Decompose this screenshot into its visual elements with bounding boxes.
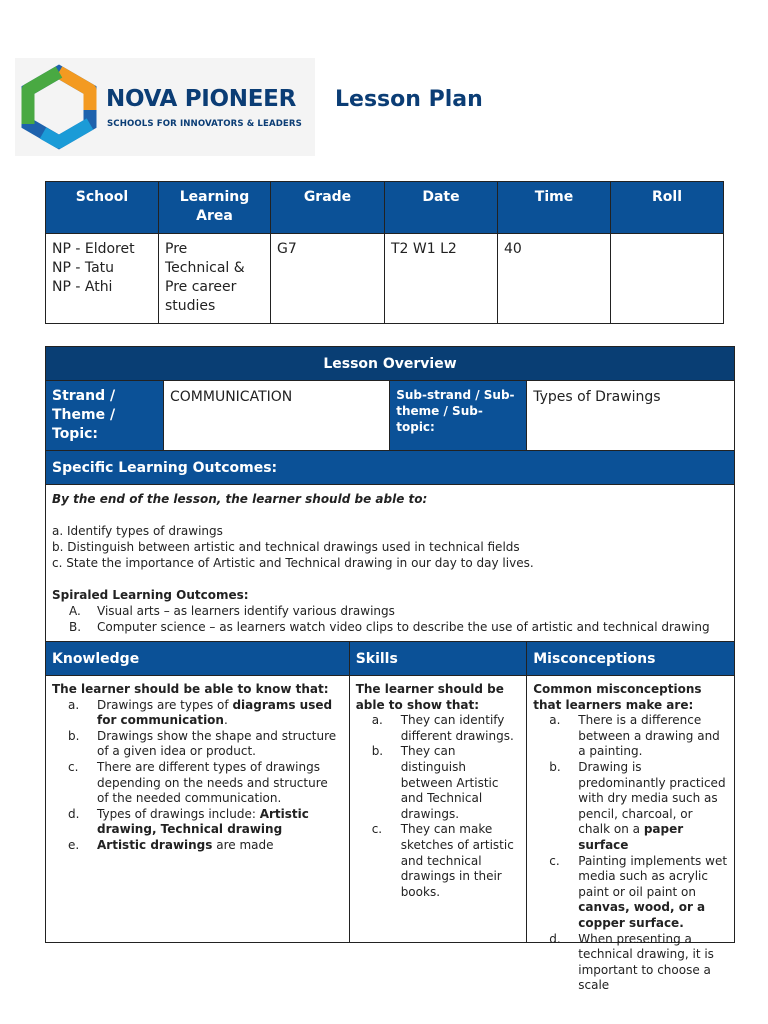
learning-area-line: Technical & [165, 260, 245, 276]
skills-column [349, 676, 527, 943]
knowledge-list [52, 698, 343, 854]
plain-text: There are different types of drawings depending on the needs and structure of the needed communication. [97, 759, 328, 806]
skills-list [356, 713, 521, 900]
list-marker: A. [69, 604, 81, 618]
list-marker: b. [549, 759, 561, 774]
list-marker: c. [549, 853, 560, 868]
header-time: Time [498, 182, 611, 234]
list-item-text [401, 822, 521, 900]
emphasis-text: paper surface [578, 822, 684, 852]
plain-text: Types of drawings include: [97, 806, 260, 821]
lesson-info-table [45, 181, 724, 324]
emphasis-text: Artistic drawings [97, 837, 213, 852]
slo-item: a. Identify types of drawings [52, 524, 223, 538]
strand-value: COMMUNICATION [164, 381, 390, 451]
header-grade: Grade [271, 182, 385, 234]
header-date: Date [385, 182, 498, 234]
misconceptions-column [527, 676, 735, 993]
lesson-overview-heading: Lesson Overview [46, 347, 735, 381]
misconceptions-heading: Misconceptions [527, 642, 735, 676]
plain-text: Drawings are types of [97, 697, 233, 712]
learning-area-line: Pre [165, 241, 188, 257]
knowledge-column [46, 676, 350, 943]
spiraled-heading: Spiraled Learning Outcomes: [52, 588, 249, 602]
roll-cell [611, 234, 724, 324]
time-cell: 40 [498, 234, 611, 324]
nova-pioneer-logo-icon [19, 66, 99, 148]
plain-text: They can distinguish between Artistic and Technical drawings. [400, 744, 499, 821]
spiraled-item [69, 619, 728, 635]
list-item [68, 698, 343, 729]
list-marker: a. [68, 697, 80, 712]
list-marker: b. [371, 744, 384, 759]
list-item-text [97, 698, 343, 729]
list-item [68, 807, 343, 838]
list-item-text [578, 932, 728, 994]
substrand-label [390, 381, 527, 451]
plain-text: They can make sketches of artistic and technical drawings in their books. [400, 822, 514, 899]
list-item-text [401, 713, 521, 744]
info-value-row [46, 234, 724, 324]
skills-lead: The learner should be able to show that: [355, 682, 504, 712]
slo-body [46, 485, 735, 642]
list-marker: e. [68, 837, 80, 852]
list-marker: b. [68, 728, 80, 743]
list-marker: d. [549, 931, 561, 946]
plain-text: They can identify different drawings. [400, 713, 514, 743]
plain-text: . [223, 713, 228, 728]
slo-intro: By the end of the lesson, the learner should be able to: [52, 492, 428, 506]
list-item [549, 854, 728, 932]
plain-text: Drawings show the shape and structure of a given idea or product. [97, 728, 337, 759]
info-header-row [46, 182, 724, 234]
list-marker: B. [69, 620, 82, 634]
substrand-value: Types of Drawings [527, 381, 735, 451]
header-learning-area: Learning Area [159, 182, 271, 234]
plain-text: Painting implements wet media such as acrylic paint or oil paint on [578, 853, 728, 899]
list-item-text [97, 838, 274, 854]
date-cell: T2 W1 L2 [385, 234, 498, 324]
list-marker: a. [549, 713, 561, 728]
list-item [68, 760, 343, 807]
list-item [549, 713, 728, 760]
list-item-text [97, 760, 343, 807]
list-item-text [578, 854, 728, 932]
skills-heading: Skills [349, 642, 527, 676]
list-item [372, 713, 521, 744]
slo-item: c. State the importance of Artistic and Technical drawing in our day to day lives. [52, 556, 534, 570]
list-item [372, 822, 521, 900]
list-item [549, 760, 728, 854]
substrand-label-line: theme / Sub-topic: [396, 404, 483, 434]
slo-heading: Specific Learning Outcomes: [46, 451, 735, 485]
list-marker: c. [68, 759, 79, 774]
grade-cell: G7 [271, 234, 385, 324]
plain-text: are made [212, 837, 274, 852]
learning-area-cell [159, 234, 271, 324]
emphasis-text: canvas, wood, or a copper surface. [578, 900, 706, 930]
knowledge-heading: Knowledge [46, 642, 350, 676]
strand-label-line: Theme / [52, 407, 116, 423]
header-roll: Roll [611, 182, 724, 234]
list-item-text [401, 744, 521, 822]
plain-text: Drawing is predominantly practiced with dry media such as pencil, charcoal, or chalk on a [578, 759, 726, 837]
list-marker: d. [68, 806, 80, 821]
lesson-overview-table [45, 346, 735, 993]
school-line: NP - Athi [52, 279, 113, 295]
logo-banner [15, 58, 315, 156]
learning-area-line: Pre career [165, 279, 237, 295]
brand-tagline: SCHOOLS FOR INNOVATORS & LEADERS [107, 119, 302, 129]
list-item-text [97, 729, 343, 760]
list-item [68, 729, 343, 760]
school-cell [46, 234, 159, 324]
plain-text: When presenting a technical drawing, it is important to choose a scale [578, 931, 714, 993]
emphasis-text: Artistic drawing, Technical drawing [97, 806, 309, 837]
list-item [549, 932, 728, 994]
page-title: Lesson Plan [335, 87, 483, 112]
knowledge-lead: The learner should be able to know that: [52, 682, 329, 696]
list-item-text [97, 807, 343, 838]
list-item [68, 838, 343, 854]
list-item [372, 744, 521, 822]
misconceptions-list [533, 713, 728, 994]
list-item-text [578, 713, 728, 760]
spiraled-item [69, 603, 728, 619]
list-marker: a. [371, 713, 383, 728]
substrand-label-line: Sub-strand / Sub- [396, 388, 515, 402]
plain-text: There is a difference between a drawing and a painting. [578, 713, 720, 759]
spiraled-list [52, 603, 728, 635]
strand-label [46, 381, 164, 451]
list-item-text [578, 760, 728, 854]
learning-area-line: studies [165, 298, 216, 314]
emphasis-text: diagrams used for communication [97, 697, 333, 728]
school-line: NP - Tatu [52, 260, 115, 276]
strand-label-line: Topic: [52, 426, 99, 442]
misconceptions-lead: Common misconceptions that learners make are: [533, 682, 702, 712]
brand-name: NOVA PIONEER [106, 86, 296, 112]
strand-label-line: Strand / [52, 388, 116, 404]
spiraled-text: Visual arts – as learners identify various drawings [97, 604, 395, 618]
school-line: NP - Eldoret [52, 241, 135, 257]
slo-item: b. Distinguish between artistic and technical drawings used in technical fields [52, 540, 520, 554]
spiraled-text: Computer science – as learners watch video clips to describe the use of artistic and technical drawing [97, 620, 710, 634]
list-marker: c. [371, 822, 383, 837]
header-school: School [46, 182, 159, 234]
